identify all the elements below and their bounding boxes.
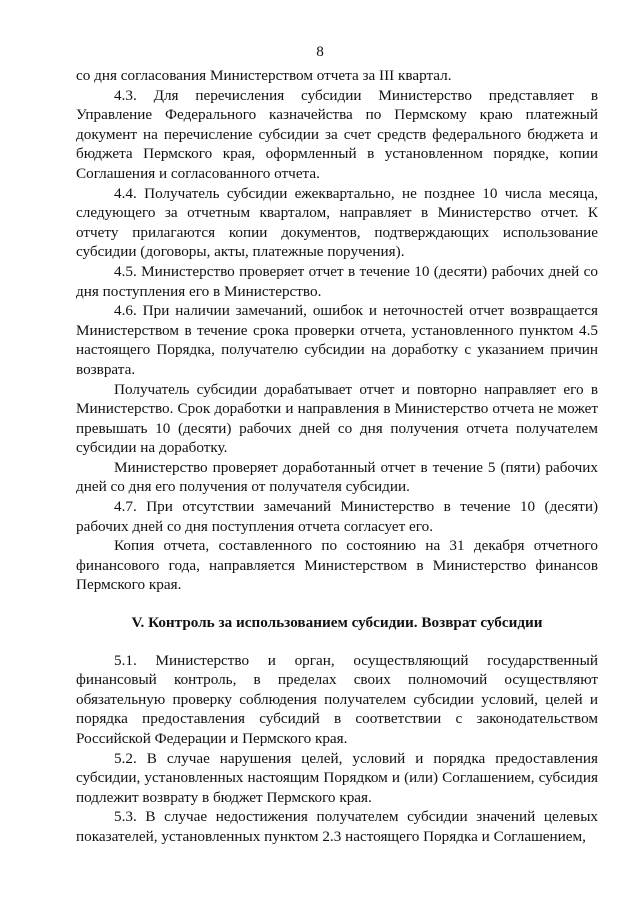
paragraph: 4.7. При отсутствии замечаний Министерство в течение 10 (десяти) рабочих дней со дня поступления отчета согласует его. bbox=[76, 498, 598, 535]
paragraphs-section-5 bbox=[76, 651, 598, 847]
section-heading: V. Контроль за использованием субсидии. Возврат субсидии bbox=[131, 614, 543, 632]
paragraph: со дня согласования Министерством отчета за III квартал. bbox=[76, 67, 452, 84]
paragraph: 5.1. Министерство и орган, осуществляющий государственный финансовый контроль, в пределах своих полномочий осуществляют обязательную проверку соблюдения получателем субсидии условий, целей и порядка предоставления субсидий в соответствии с законодательством Российской Федерации и Пермского края. bbox=[76, 651, 598, 747]
page-number: 8 bbox=[316, 43, 324, 60]
paragraph: 5.2. В случае нарушения целей, условий и порядка предоставления субсидии, установленных настоящим Порядком и (или) Соглашением, субсидия подлежит возврату в бюджет Пермского края. bbox=[76, 749, 598, 806]
document-body bbox=[76, 66, 598, 847]
paragraph: 4.5. Министерство проверяет отчет в течение 10 (десяти) рабочих дней со дня поступления его в Министерство. bbox=[76, 262, 598, 300]
paragraph: 4.3. Для перечисления субсидии Министерство представляет в Управление Федерального казначейства по Пермскому краю платежный документ на перечисление субсидии за счет средств федерального бюджета и бюджета Пермского края, оформленный в установленном порядке, копии Соглашения и согласованного отчета. bbox=[76, 86, 598, 182]
paragraph: 4.6. При наличии замечаний, ошибок и неточностей отчет возвращается Министерством в течение срока проверки отчета, установленного пунктом 4.5 настоящего Порядка, получателю субсидии на доработку с указанием причин возврата. bbox=[76, 302, 598, 378]
paragraph: Копия отчета, составленного по состоянию на 31 декабря отчетного финансового года, направляется Министерством в Министерство финансов Пермского края. bbox=[76, 537, 598, 594]
paragraph: 4.4. Получатель субсидии ежеквартально, не позднее 10 числа месяца, следующего за отчетным кварталом, направляет в Министерство отчет. К отчету прилагаются копии документов, подтверждающих использование субсидии (договоры, акты, платежные поручения). bbox=[76, 184, 598, 261]
paragraphs-section-4 bbox=[76, 66, 598, 595]
paragraph: Министерство проверяет доработанный отчет в течение 5 (пяти) рабочих дней со дня его получения от получателя субсидии. bbox=[76, 458, 598, 496]
paragraph: 5.3. В случае недостижения получателем субсидии значений целевых показателей, установленных пунктом 2.3 настоящего Порядка и Соглашением, bbox=[76, 808, 598, 845]
paragraph: Получатель субсидии дорабатывает отчет и повторно направляет его в Министерство. Срок доработки и направления в Министерство отчета не может превышать 10 (десяти) рабочих дней со дня получения отчета получателем субсидии на доработку. bbox=[76, 380, 598, 457]
